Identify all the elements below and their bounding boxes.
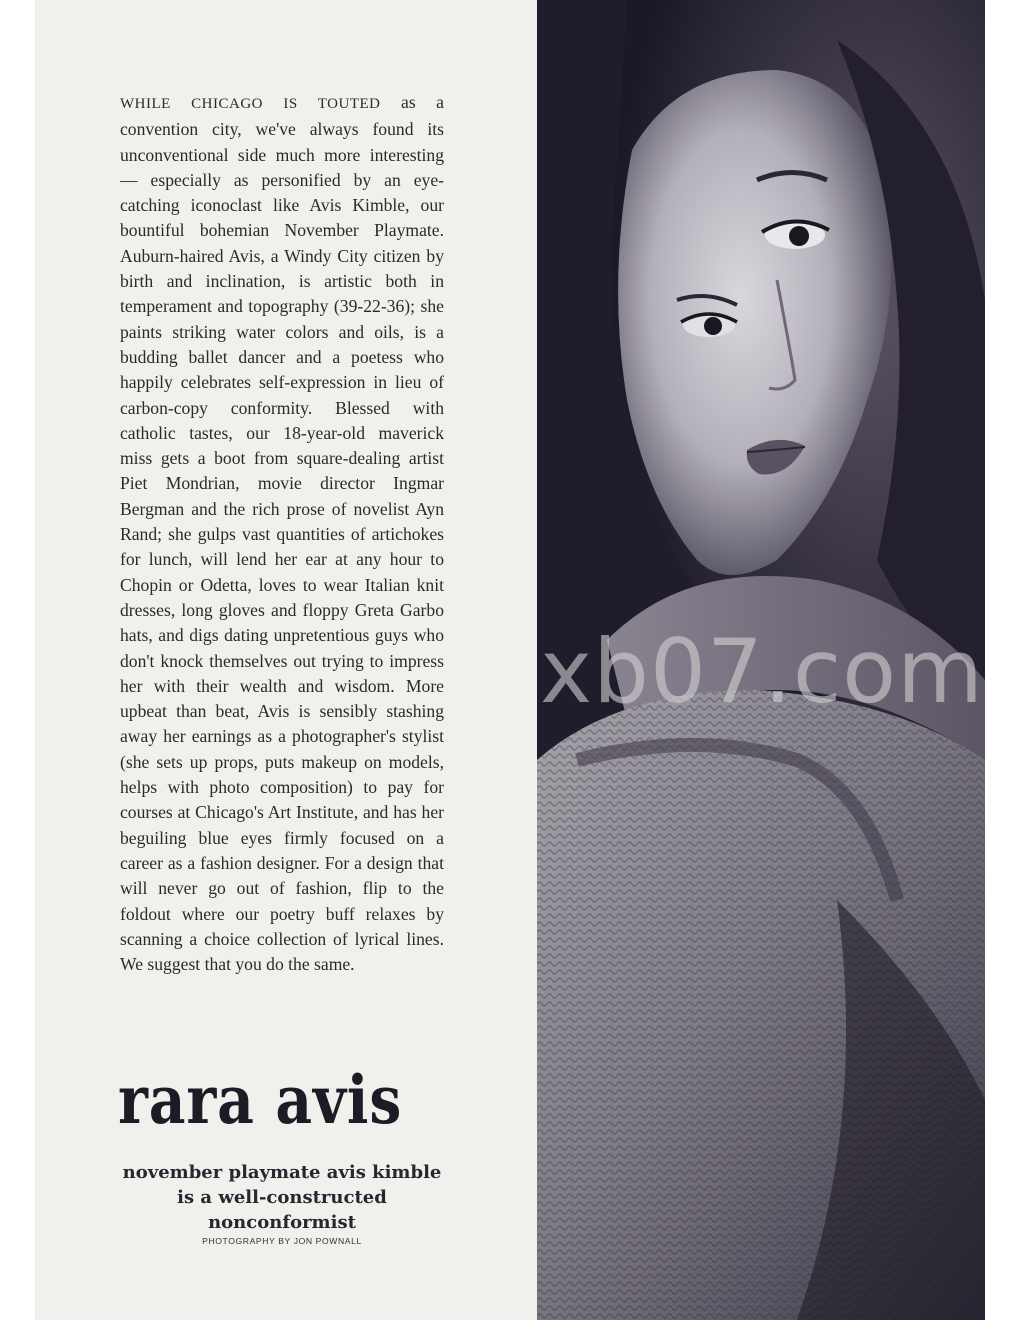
article-text: as a convention city, we've always found its unconventional side much more interesting — especially as personified by an eye-catching iconoclast like Avis Kimble, our bountiful bohemian November Playmate. Auburn-haired Avis, a Windy City citizen by birth and inclination, is artistic both in temperament and topography (39-22-36); she paints striking water colors and oils, is a budding ballet dancer and a poetess who happily celebrates self-expression in lieu of carbon-copy conformity. Blessed with catholic tastes, our 18-year-old maverick miss gets a boot from square-dealing artist Piet Mondrian, movie director Ingmar Bergman and the rich prose of novelist Ayn Rand; she gulps vast quantities of artichokes for lunch, will lend her ear at any hour to Chopin or Odetta, loves to wear Italian knit dresses, long gloves and floppy Greta Garbo hats, and digs dating unpretentious guys who don't knock themselves out trying to impress her with their wealth and wisdom. More upbeat than beat, Avis is sensibly stashing away her earnings as a photographer's stylist (she sets up props, puts makeup on models, helps with photo composition) to pay for courses at Chicago's Art Institute, and has her beguiling blue eyes firmly focused on a career as a fashion designer. For a design that will never go out of fashion, flip to the foldout where our poetry buff relaxes by scanning a choice collection of lyrical lines. We suggest that you do the same. (120, 92, 444, 975)
article-lead-caps: WHILE CHICAGO IS TOUTED (120, 96, 381, 112)
photo-credit: PHOTOGRAPHY BY JON POWNALL (202, 1236, 362, 1246)
article-body (120, 90, 444, 977)
watermark-text: xb07.com (540, 620, 984, 723)
portrait-photo (537, 0, 985, 1320)
portrait-illustration (537, 0, 985, 1320)
headline: rara avis (118, 1061, 403, 1139)
subheadline: november playmate avis kimble is a well-constructed nonconformist (122, 1162, 442, 1233)
